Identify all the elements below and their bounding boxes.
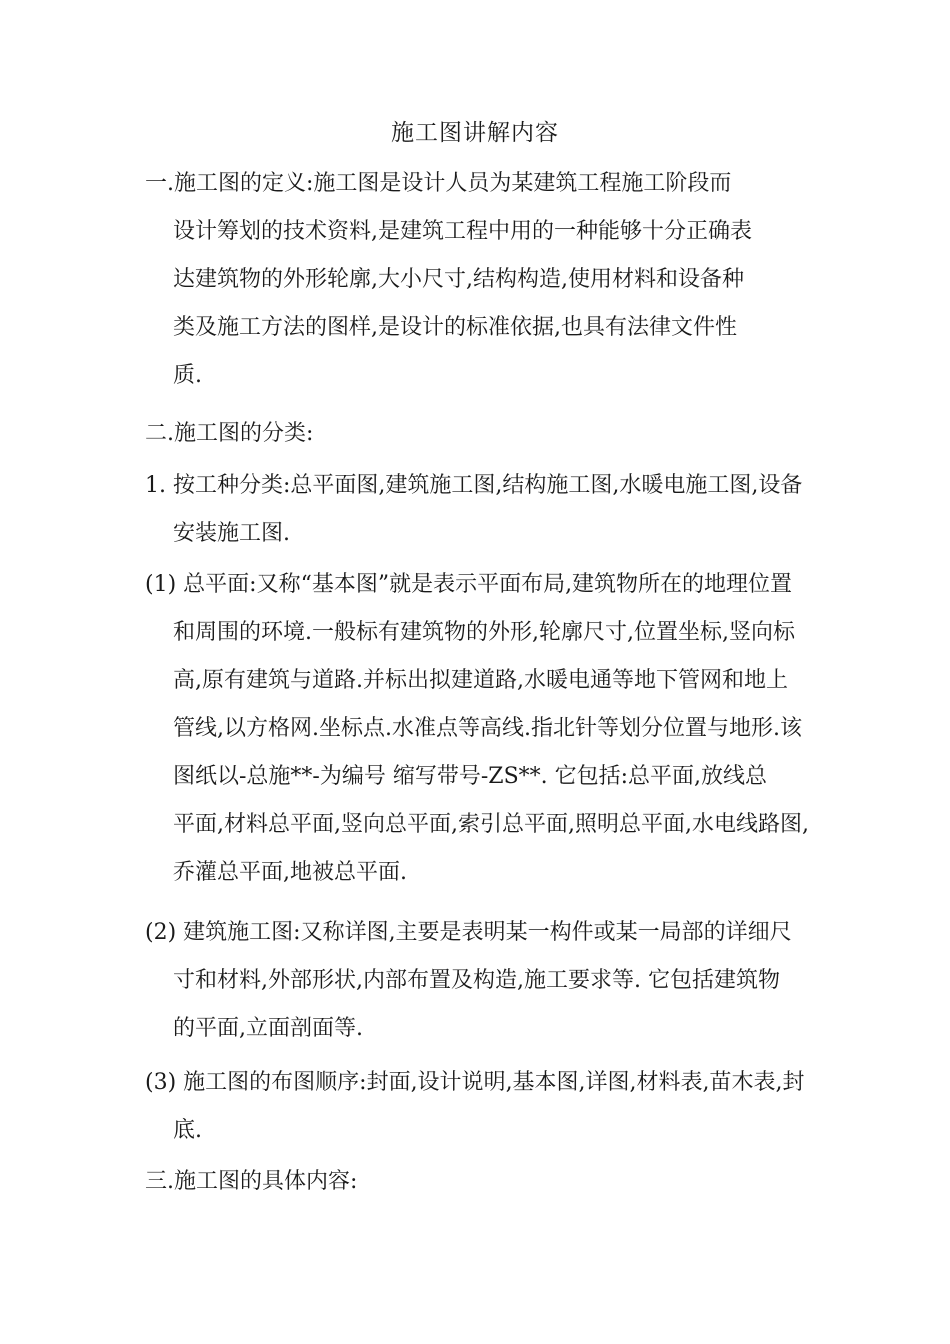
list-item-line: 安装施工图. <box>173 521 290 546</box>
subitem-layout-order <box>145 1059 815 1155</box>
list-item-line: 高,原有建筑与道路.并标出拟建道路,水暖电通等地下管网和地上 <box>173 668 788 693</box>
list-item-line: 和周围的环境.一般标有建筑物的外形,轮廓尺寸,位置坐标,竖向标 <box>173 620 795 645</box>
paragraph-line: 达建筑物的外形轮廓,大小尺寸,结构构造,使用材料和设备种 <box>173 267 744 292</box>
list-item-line: 平面,材料总平面,竖向总平面,索引总平面,照明总平面,水电线路图, <box>173 812 809 837</box>
section-classification-heading <box>145 410 815 458</box>
list-item-line: 底. <box>173 1118 202 1143</box>
subitem-architectural-drawing <box>145 909 815 1053</box>
paragraph-line: 一.施工图的定义:施工图是设计人员为某建筑工程施工阶段而 <box>145 171 732 196</box>
list-item-line: 图纸以-总施**-为编号 缩写带号-ZS**. 它包括:总平面,放线总 <box>173 764 768 789</box>
subitem-site-plan <box>145 561 815 897</box>
page-title: 施工图讲解内容 <box>391 120 559 146</box>
list-item-line: (2) 建筑施工图:又称详图,主要是表明某一构件或某一局部的详细尺 <box>145 920 792 945</box>
section-specific-content-heading <box>145 1158 815 1206</box>
list-item-line: 寸和材料,外部形状,内部布置及构造,施工要求等. 它包括建筑物 <box>173 968 780 993</box>
list-item-line: 1. 按工种分类:总平面图,建筑施工图,结构施工图,水暖电施工图,设备 <box>145 473 803 498</box>
paragraph-line: 质. <box>173 363 202 388</box>
list-item-line: 乔灌总平面,地被总平面. <box>173 860 407 885</box>
section-definition <box>145 160 815 400</box>
section-heading: 三.施工图的具体内容: <box>145 1169 358 1194</box>
list-item-line: (1) 总平面:又称“基本图”就是表示平面布局,建筑物所在的地理位置 <box>145 572 793 597</box>
paragraph-line: 设计筹划的技术资料,是建筑工程中用的一种能够十分正确表 <box>173 219 752 244</box>
list-item-line: 管线,以方格网.坐标点.水准点等高线.指北针等划分位置与地形.该 <box>173 716 802 741</box>
section-heading: 二.施工图的分类: <box>145 421 314 446</box>
list-item-line: 的平面,立面剖面等. <box>173 1016 363 1041</box>
list-item-line: (3) 施工图的布图顺序:封面,设计说明,基本图,详图,材料表,苗木表,封 <box>145 1070 805 1095</box>
item-by-trade <box>145 462 815 558</box>
paragraph-line: 类及施工方法的图样,是设计的标准依据,也具有法律文件性 <box>173 315 737 340</box>
